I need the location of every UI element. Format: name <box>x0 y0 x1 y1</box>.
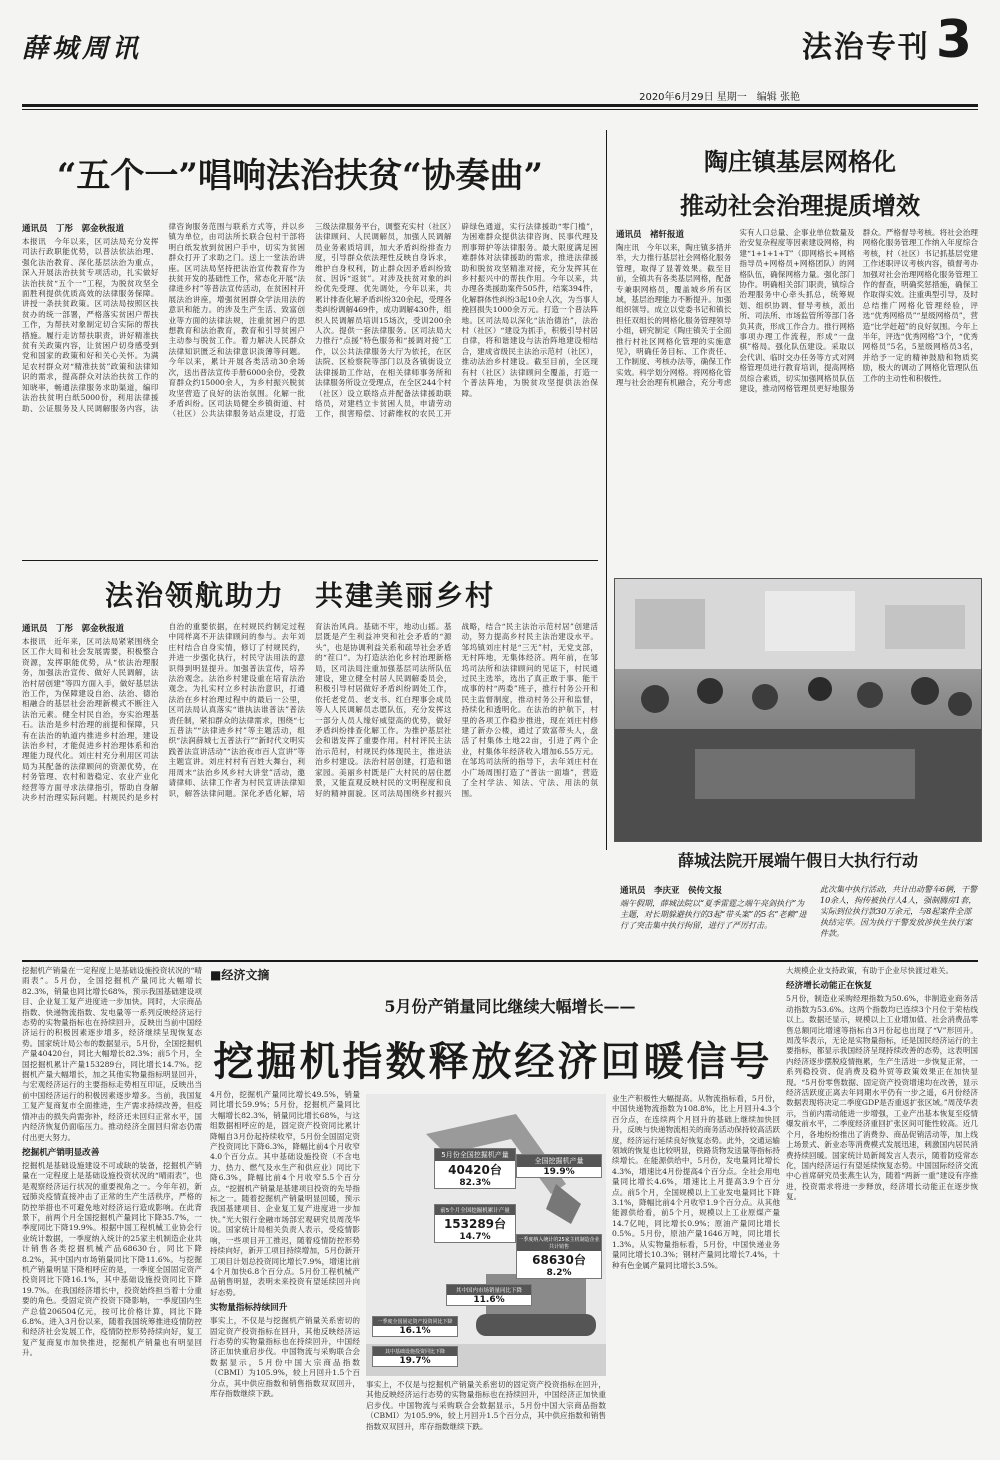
info-card-3-value: 68630台 <box>532 1253 586 1267</box>
info-card-5 <box>446 1284 532 1306</box>
info-card-4 <box>516 1154 602 1178</box>
economy-sub3: 经济增长动能正在恢复 <box>786 981 872 992</box>
info-card-6 <box>372 1316 458 1337</box>
photo-news-note-right: 此次集中执行活动，共计出动警车6辆，干警10余人，拘传被执行人4人，强制腾房1套，实际到位执行款30万余元，与8起案件全部执结完毕。因为执行干警发放涉执生执行案件款。 <box>820 885 978 938</box>
info-card-2-pct: 14.7% <box>459 1232 491 1242</box>
article3-body: 本报讯 近年来，区司法局紧紧围绕全区工作大局和社会发展需要，积极整合资源，发挥职能优势，从“依法治理服务，加强法治宣传、做好人民调解，法治村居创建”等四方面入手，做好基层法治工作，为保障建设自治、法治、德治相融合的基层社会治理新模式不断注入法治元素。健全村民自治，夯实治理基石。法治是乡村治理的前提和保障，只有在法治的轨道内推进乡村治理，建设法治乡村，才能促进乡村治理体系和治理能力现代化。刘庄村充分利用区司法局为其配备的法律顾问的资源优势，在村务管理、农村和谐稳定、农业产业化经营等方面寻求法律指引，帮助自身解决乡村治理实际问题。村规民约是乡村自治的重要依据，在村规民约制定过程中同样离不开法律顾问的参与。去年刘庄村结合自身实情，修订了村规民约，并进一步强化执行，村民守法用法的意识得到明显提升。加强普法宣传，培养法治观念。法治乡村建设重在培育法治观念。为扎实村立乡村法治意识，打通法治在乡村治理过程中的最后一公里，区司法局认真落实“谁执法谁普法”普法责任制，紧扣群众的法律需求，围绕“七五普法”“法律进乡村”等主题活动，组织“法润薛城七五普法行”“新时代文明实践普法宣讲活动”“法治夜市百人宣讲”等主题宣讲。刘庄村村有百姓大舞台，利用周末“法治乡风乡村大讲堂”活动，邀请律师、法律工作者为村民宣讲法律知识，解答法律问题。深化矛盾化解，培育法治风尚。基础不牢，地动山摇。基层既是产生利益冲突和社会矛盾的“源头”，也是协调利益关系和疏导社会矛盾的“茬口”。为打造法治化乡村治理新格局，区司法局注重加强基层司法所队伍建设，建立健全村居人民调解委员会，积极引导村居做好矛盾纠纷调处工作，依托老党员、老支书、红白理事会成员等人人民调解员志愿队伍，充分发挥这一部分人员人缘好威望高的优势，做好矛盾纠纷排查化解工作。为推护基层社会和谐发挥了重要作用。村村评民主法治示范村，村规民约体现民主，推进法治乡村建设。法治村居创建，打造和谐家园。美丽乡村既是广大村民的居住愿景，又能直观反映村民的文明程度和良好的精神面貌。区司法局围绕乡村振兴战略，结合“民主法治示范村居”创建活动，努力提高乡村民主法治建设水平。邹坞镇刘庄村是“三无”村，无党支部，无村阵地，无集体经济。两年前，在邹坞司法所和法律顾问的见证下，村民通过民主选举，选出了真正敢于事、能干成事的村“两委”班子，推行村务公开和民主监督制度，推动村务公开和监督，持续化和透明化。在法治的护航下，村里的各项工作稳步推进，现在刘庄村修建了新办公楼，通过了致富带头人，盘活了村集体土地22亩，引进了两个企业，村集体年经济收入增加6.55万元。在邹坞司法所的指导下，去年刘庄村在小广场周围打造了“普法一面墙”，营造了全村学法、知法、守法、用法的氛围。 <box>22 622 598 803</box>
info-card-1-pct: 82.3% <box>459 1178 491 1188</box>
article2-title-line2: 推动社会治理提质增效 <box>680 191 920 220</box>
info-card-5-pct: 11.6% <box>473 1295 505 1305</box>
date-line: 2020年6月29日 星期一 编辑 张艳 <box>639 92 800 103</box>
article2-column <box>616 228 978 560</box>
article3-top-rule <box>22 560 598 561</box>
masthead-rule <box>22 104 978 107</box>
info-card-7 <box>372 1346 458 1367</box>
economy-col3 <box>612 1094 780 1450</box>
info-card-1-value: 40420台 <box>448 1163 502 1177</box>
photo-news-byline: 通讯员 李庆亚 侯传文报 <box>620 886 723 896</box>
economy-body-col4: 大规模企业支持政策，有助于企业尽快渡过难关。 <box>786 966 954 975</box>
economy-title: 挖掘机指数释放经济回暖信号 <box>213 1038 773 1085</box>
article1-title: “五个一”唱响法治扶贫“协奏曲” <box>56 156 544 196</box>
photo-news-title: 薛城法院开展端午假日大执行行动 <box>677 851 918 870</box>
info-card-3-pct: 8.2% <box>546 1268 572 1278</box>
economy-under-infographic <box>366 1380 606 1450</box>
economy-body-col1: 挖掘机产销量在一定程度上是基础设施投资状况的“晴雨表”。5月份，全国挖掘机产量同比大幅增长82.3%，销量也同比增长68%，预示我国基础建设项目、企业复工复产进度进一步加快。同时，大宗商品指数、快递物流指数、发电量等一系列反映经济运行态势的实物量指标也在持续回升，反映出当前中国经济运行的积极因素逐步增多，经济继续呈现恢复态势。国家统计局公布的数据显示，5月份，全国挖掘机产量40420台，同比大幅增长82.3%；前5个月，全国挖掘机累计产量153289台，同比增长14.7%。挖掘机产量大幅增长，加之其他实物量指标明显回升，与宏观经济运行的主要指标走势相互印证，反映出当前中国经济运行的积极因素逐步增多。当前，我国复工复产复商复市全面推进，生产需求持续改善，但疫情冲击的损失尚需弥补，经济还未回归正常水平，国内经济恢复仍面临压力。推动经济全面回归常态仍需付出更大努力。 <box>22 966 202 1142</box>
article3-byline: 通讯员 丁彤 郭金秋报道 <box>22 624 125 634</box>
economy-col1 <box>22 966 202 1450</box>
info-card-2-value: 153289台 <box>443 1217 507 1231</box>
economy-col2 <box>210 1090 360 1450</box>
article1-clip <box>22 548 598 558</box>
economy-kicker: 5月份产销量同比继续大幅增长—— <box>384 997 636 1016</box>
info-card-5-label: 其中国内市场销量同比下降 <box>447 1285 531 1295</box>
masthead-rule-thin <box>22 109 978 110</box>
economy-body-col1b: 挖掘机是基础设施建设不可或缺的装备，挖掘机产销量在一定程度上是基础设施投资状况的“晴雨表”，也是观察经济运行状况的重要视角之一。今年年初，新冠肺炎疫情直接冲击了正常的生产生活秩序，严格的防控举措也不可避免地对经济运行造成影响。在此背景下，前两个月全国挖掘机产量同比下降35.7%，一季度同比下降19.9%。根据中国工程机械工业协会行业统计数据，一季度纳入统计的25家主机制造企业共计销售各类挖掘机械产品68630台，同比下降8.2%，其中国内市场销量同比下降11.6%。与挖掘机产销量明显下降相呼应的是，一季度全国固定资产投资同比下降16.1%，其中基础设施投资同比下降19.7%。在我国经济增长中，投资始终担当着十分重要的角色。受固定资产投资下降影响，一季度国内生产总值206504亿元，按可比价格计算，同比下降6.8%。进入3月份以来，随着我国统筹推进疫情防控和经济社会发展工作，疫情防控形势持续向好，复工复产复商复市加快推进，挖掘机产销量也有明显回升。 <box>22 1160 202 1358</box>
economy-body-col2: 4月份，挖掘机产量同比增长49.5%，销量同比增长59.9%；5月份，挖掘机产量同比大幅增长82.3%，销量同比增长68%，与这组数据相呼应的是，固定资产投资同比累计降幅自3月份起持续收窄，5月份全国固定资产投资同比下降6.3%，降幅比前4个月收窄4.0个百分点。其中基础设施投资（不含电力、热力、燃气及水生产和供应业）同比下降6.3%，降幅比前4个月收窄5.5个百分点。“挖掘机产销量是基建项目投资的先导指标之一。随着挖掘机产销量明显回暖，预示我国基建项目、企业复工复产进度进一步加快。”光大银行金融市场部宏观研究员周茂华说。国家统计局相关负责人表示，受疫情影响，一些项目开工推迟，随着疫情防控形势持续向好，新开工项目持续增加，5月份新开工项目计划总投资同比增长7.9%，增速比前4个月加快6.8个百分点。5月份工程机械产品销售明显，表明未来投资有望延续回升向好态势。 <box>210 1090 360 1297</box>
economy-body-col4b: 5月份，制造业采购经理指数为50.6%，非制造业商务活动指数为53.6%。这两个指数均已连续3个月位于荣枯线以上。数据还显示，规模以上工业增加值、社会消费品零售总额同比增速等指标自3月份起也出现了“V”形回升。周茂华表示，无论是实物量指标，还是国民经济运行的主要指标，都显示我国经济呈现持续改善的态势，这表明国内经济逐步摆脱疫情拖累，生产生活进一步恢复正常，一系列稳投资、促消费及稳外贸等政策效果正在加快显现。“5月份零售数据、固定资产投资增速均在改善，显示经济活跃度正离去年同期水平仍有一步之遥，6月份经济数据表现将决定二季度GDP是否重返扩张区域。”周茂华表示，当前内需动能进一步增强，工业产出基本恢复至疫情爆发前水平，二季度经济重回扩张区间可能性较高。近几个月，各地纷纷推出了消费券、商品促销活动等，加上线上场景式、新业态等消费模式发展迅速，刺激国内居民消费持续回暖。国家统计局新闻发言人表示，随着防疫常态化，国内经济运行有望延续恢复态势。中国国际经济交流中心首席研究员张燕生认为，随着“两新一重”建设有序推进，投资需求将进一步释放，经济增长动能正在逐步恢复。 <box>786 994 978 1202</box>
economy-col4 <box>786 966 978 1450</box>
info-card-7-pct: 19.7% <box>399 1356 431 1366</box>
info-card-7-label: 其中基础设施投资同比下降 <box>373 1347 457 1356</box>
info-card-3 <box>516 1234 602 1279</box>
page-number: 3 <box>935 10 972 70</box>
newspaper-logo: 薛城周讯 <box>22 34 143 64</box>
article1-column <box>22 222 598 548</box>
economy-top-rule <box>22 960 978 962</box>
court-photo-illustration <box>615 579 981 841</box>
economy-sub2: 实物量指标持续回升 <box>210 1303 288 1314</box>
info-card-1 <box>434 1148 516 1189</box>
section-title: 法治专刊 <box>801 30 930 65</box>
column-divider <box>606 130 607 850</box>
excavator-infographic <box>366 1094 606 1376</box>
info-card-6-label: 一季度全国固定资产投资同比下降 <box>373 1317 457 1326</box>
article2-title-line1: 陶庄镇基层网格化 <box>704 147 896 176</box>
article2-body: 陶庄讯 今年以来，陶庄镇多措并举，大力推行基层社会网格化服务管理，取得了显著效果。截至目前，全镇共有各类基层网格，配备专兼职网格员，覆盖城乡所有区域，基层治理能力不断提升。加强组织领导。成立以党委书记和镇长担任双组长的网格化服务管理领导小组，研究制定《陶庄镇关于全面推行村社区网格化管理的实施意见》，明确任务目标、工作责任、工作制度、考核办法等，确保工作实效。科学划分网格。将网格化管理与社会治理有机融合，充分考虑实有人口总量、企事业单位数量及治安复杂程度等因素建设网格，构建“1+1+1+T”（即网格长+网格指导员+网格员+网格团队）的网格队伍，确保网格力量。强化部门协作。明确相关部门职责，镇综合治理服务中心牵头抓总，统筹规划、组织协调、督导考核，派出所、司法所、市场监管所等部门各负其责，形成工作合力。推行网格事项办理工作流程，形成“一盘棋”格局。强化队伍建设。采取以会代训、临时交办任务等方式对网格管理员进行教育培训，提高网格员综合素质，切实加强网格员队伍建设，推动网格管理员更好地服务群众。严格督导考核。将社会治理网格化服务管理工作纳入年度综合考核，村（社区）书记抓基层党建工作述职评议考核内容，镇督考办加强对社会治理网格化服务管理工作的督查，明确奖惩措施，确保工作取得实效。注重典型引导，及时总结推广网格化管理经验，评选“优秀网格员”“星级网格员”，营造“比学赶超”的良好氛围。今年上半年，评选“优秀网格”3个，“优秀网格员”5名，5星级网格员3名，并给予一定的精神鼓励和物质奖励，极大的调动了网格化管理队伍工作的主动性和积极性。 <box>616 228 978 394</box>
economy-body-col2b: 事实上，不仅是与挖掘机产销量关系密切的固定资产投资指标在回升，其他反映经济运行态势的实物量指标也在持续回升，中国经济正加快重启步伐。中国物流与采购联合会数据显示，5月份中国大宗商品指数（CBMI）为105.9%，较上月回升1.5个百分点，其中供应指数和销售指数双双回升，库存指数继续下跌。 <box>210 1316 360 1398</box>
photo-news-note-left: 端午假期，薛城法院以“夏季雷霆之端午亮剑执行”为主题，对长期躲避执行的3起“带头案”的5名“老赖”进行了突击集中执行拘留，进行了严厉打击。 <box>620 899 807 930</box>
economy-body-col3: 业生产积极性大幅提高。从物流指标看，5月份，中国快递物流指数为108.8%，比上月回升4.3个百分点，在连续两个月回升的基础上继续加快回升，反映与快递物流相关的商务活动保持较高活跃度，经济运行延续良好恢复态势。此外，交通运输领域的恢复也比较明显，铁路货物发送量等指标持续增长。在能源供给中，5月份，发电量同比增长4.3%，增速比4月份提高4个百分点。全社会用电量同比增长4.6%，增速比上月提高3.9个百分点。前5个月，全国规模以上工业发电量同比下降3.1%，降幅比前4个月收窄1.9个百分点。从其他能源供给看，前5个月，规模以上工业原煤产量14.7亿吨，同比增长0.9%；原油产量同比增长0.5%。5月份，原油产量1646万吨，同比增长1.3%。从实物量指标看，5月份，中国快递业务量同比增长10.3%；钢材产量同比增长7.4%，十种有色金属产量同比增长3.5%。 <box>612 1094 780 1270</box>
article3-title: 法治领航助力 共建美丽乡村 <box>104 579 495 612</box>
economy-column-label: ■经济文摘 <box>210 968 270 982</box>
section-header <box>801 10 972 70</box>
info-card-2 <box>434 1204 516 1243</box>
info-card-4-pct: 19.9% <box>543 1167 575 1177</box>
article1-byline: 通讯员 丁彤 郭金秋报道 <box>22 224 125 234</box>
info-card-3-label: 一季度纳入统计的25家主机制造企业共计销售 <box>518 1237 600 1250</box>
article2-byline: 通讯员 褚轩报道 <box>616 230 685 240</box>
court-photo <box>614 578 982 842</box>
economy-sub1: 挖掘机产销明显改善 <box>22 1147 100 1158</box>
article1-body: 本报讯 今年以来，区司法局充分发挥司法行政职能优势，以普法依法治理、强化法治教育、深化基层法治为重点，深入开展法治扶贫专项活动，扎实做好法治扶贫“五个一”工程，为脱贫攻坚全面胜利提供优质高效的法律服务保障。讲授一条扶贫政策。区司法局按照区扶贫办的统一部署，严格落实贫困户帮扶工作，为帮扶对象制定切合实际的帮扶措施。履行走访帮扶职责，讲好精准扶贫有关政策内容，让贫困户切身感受到党和国家的政策和好和关心关怀。为满足农村群众对“精准扶贫”政策和法律知识的需求，提高群众对法治扶贫工作的知晓率，畅通法律服务求助渠道，编印法治扶贫明白纸5000份，利用法律援助、公证服务及人民调解服务内容，法律咨询服务范围与联系方式等，并以乡镇为单位，由司法所长联合包村干部将明白纸发放到贫困户手中，切实为贫困群众打开了求助之门。送上一堂法治讲座。区司法局坚持把法治宣传教育作为扶贫开发的基础性工作，常态化开展“法律进乡村”等普法宣传活动，在贫困村开展法治讲座，增强贫困群众学法用法的意识和能力。的涉及生产生活、致富创业等方面的法律法规，注重贫困户的思想教育和法治教育，教育和引导贫困户主动参与脱贫工作。着力解决人民群众法律知识匮乏和法律意识淡薄等问题。今年以来，累计开展各类活动30余场次，送出普法宣传手册6000余份，受教育群众约15000余人，为乡村振兴脱贫攻坚营造了良好的法治氛围。化解一批矛盾纠纷。区司法局健全乡镇街道、村（社区）公共法律服务站点建设，打造三级法律服务平台，调整充实村（社区）法律顾问、人民调解员，加强人民调解员业务素质培训，加大矛盾纠纷排查力度，引导群众依法理性反映自身诉求，维护自身权利，防止群众因矛盾纠纷致贫、因诉“返贫”。对涉及扶贫对象的纠纷优先受理、优先调处，今年以来，共累计排查化解矛盾纠纷320余起，受理各类纠纷调解469件，成功调解430件，组织人民调解员培训15场次，受训200余人次。提供一套法律服务。区司法局大力推行“点援”特色服务和“援调对接”工作，以公共法律服务大厅为依托，在区法院、区检察院等部门以及各镇街设立法律援助工作站，在相关律师事务所和法律服务所设立受理点，在全区244个村（社区）设立联络点并配备法律援助联络员，对建档立卡贫困人员，申请劳动工作，损害赔偿、讨薪维权的农民工开辟绿色通道，实行法律援助“零门槛”，为困难群众提供法律咨询、民事代理及刑事辩护等法律服务。最大限度满足困难群体对法律援助的需求，推进法律援助和脱贫攻坚精准对接，充分发挥其在乡村振兴中的帮扶作用。今年以来，共办理各类援助案件505件，结案394件，化解群体性纠纷3起10余人次，为当事人挽回损失1000余万元。打造一个普法阵地。区司法局以深化“法治德治”，法治村（社区）“建设为抓手，积极引导村居自律，将和谐建设与法治阵地建设相结合，建成省级民主法治示范村（社区），推动法治乡村建设。截至目前，全区现有村（社区）法律顾问全覆盖，打造一个普法阵地，为脱贫攻坚提供法治保障。 <box>22 222 598 419</box>
info-card-6-pct: 16.1% <box>399 1326 431 1336</box>
economy-body-col2b-repeat: 事实上，不仅是与挖掘机产销量关系密切的固定资产投资指标在回升，其他反映经济运行态势的实物量指标也在持续回升，中国经济正加快重启步伐。中国物流与采购联合会数据显示，5月份中国大宗商品指数（CBMI）为105.9%，较上月回升1.5个百分点，其中供应指数和销售指数双双回升，库存指数继续下跌。 <box>366 1380 606 1431</box>
info-card-2-label: 前5个月全国挖掘机累计产量 <box>435 1205 515 1215</box>
info-card-1-label: 5月份全国挖掘机产量 <box>435 1149 515 1161</box>
info-card-4-label: 全国挖掘机产量 <box>517 1155 601 1167</box>
article3-column <box>22 622 598 952</box>
